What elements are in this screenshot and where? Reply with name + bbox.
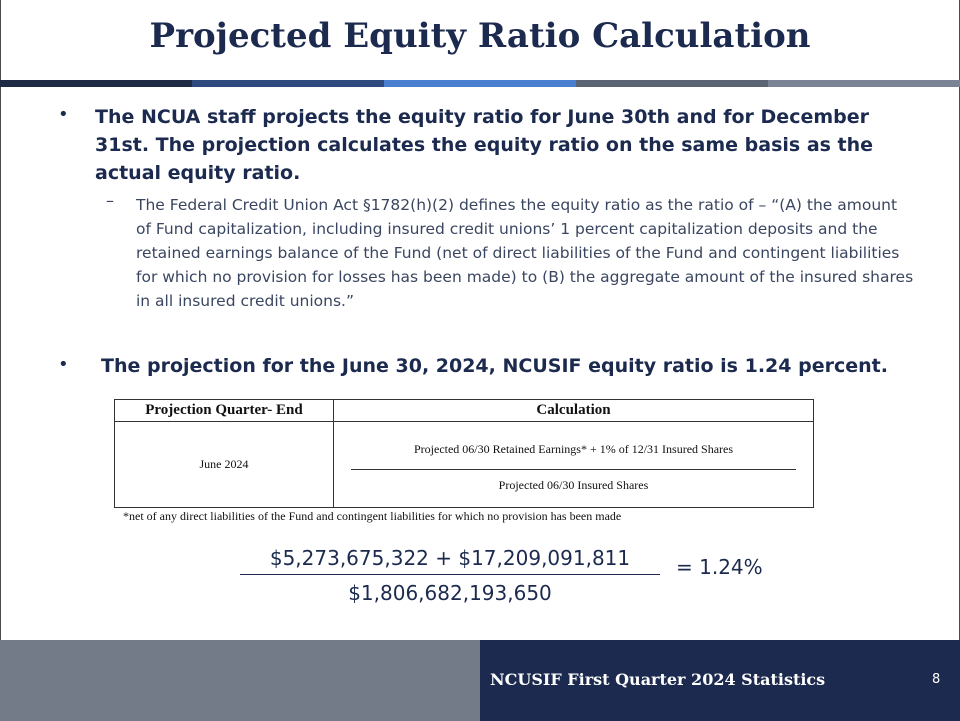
table-row xyxy=(115,422,814,508)
dash-icon: – xyxy=(106,191,114,210)
table-cell-quarter: June 2024 xyxy=(115,422,334,508)
calculation-denominator: Projected 06/30 Insured Shares xyxy=(498,478,649,492)
table-cell-calculation xyxy=(334,422,814,508)
title-stripe-4 xyxy=(576,80,768,87)
table-header-row xyxy=(115,400,814,422)
table-header-calculation: Calculation xyxy=(334,400,814,422)
table-footnote: *net of any direct liabilities of the Fund and contingent liabilities for which no provision has been made xyxy=(123,509,622,523)
title-stripe-1 xyxy=(0,80,192,87)
equation-numerator: $5,273,675,322 + $17,209,091,811 xyxy=(269,546,631,570)
title-stripe-3 xyxy=(384,80,576,87)
equation-denominator: $1,806,682,193,650 xyxy=(348,581,552,605)
bullet-projection-basis: The NCUA staff projects the equity ratio for June 30th and for December 31st. The projection calculates the equity ratio on the same basis as the actual equity ratio. xyxy=(95,106,874,184)
title-stripe-2 xyxy=(192,80,384,87)
table-header-quarter: Projection Quarter- End xyxy=(115,400,334,422)
page-number: 8 xyxy=(932,672,941,687)
sub-bullet-act-definition: The Federal Credit Union Act §1782(h)(2) defines the equity ratio as the ratio of – “(A) the amount of Fund capitalization, including insured credit unions’ 1 percent capitalization deposits and the retained earnings balance of the Fund (net of direct liabilities of the Fund and contingent liabilities for which no provision for losses has been made) to (B) the aggregate amount of the insured shares in all insured credit unions.” xyxy=(136,196,914,310)
equation-fraction-line xyxy=(240,574,660,575)
calculation-table xyxy=(114,399,814,508)
bullet-icon: • xyxy=(58,354,69,375)
title-stripe-5 xyxy=(768,80,960,87)
bullet-projection-result: The projection for the June 30, 2024, NCUSIF equity ratio is 1.24 percent. xyxy=(101,355,888,377)
bullet-icon: • xyxy=(58,104,69,125)
footer-title: NCUSIF First Quarter 2024 Statistics xyxy=(490,670,826,689)
equation-result: = 1.24% xyxy=(676,555,763,579)
footer-left-panel xyxy=(0,640,480,721)
slide-title: Projected Equity Ratio Calculation xyxy=(149,16,811,56)
calculation-numerator: Projected 06/30 Retained Earnings* + 1% of 12/31 Insured Shares xyxy=(351,436,796,470)
